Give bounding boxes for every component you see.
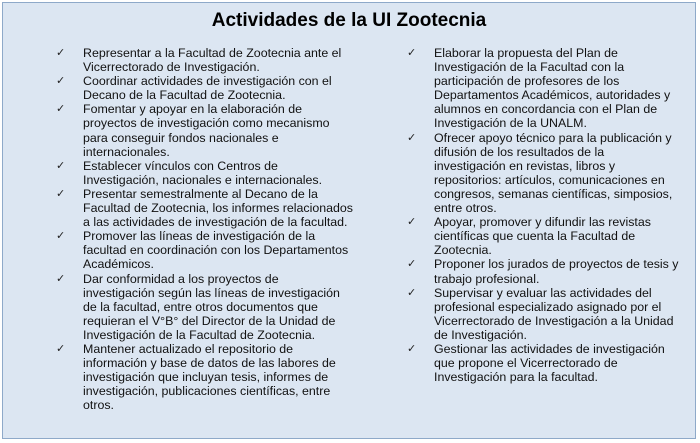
list-item-text: Proponer los jurados de proyectos de tesis y trabajo profesional. — [434, 257, 679, 286]
list-item — [53, 74, 353, 102]
checkmark-icon: ✓ — [56, 75, 66, 88]
list-item-text: Supervisar y evaluar las actividades del profesional especializado asignado por el Vicerrectorado de Investigación a la Unidad de Investigación. — [434, 285, 674, 342]
checkmark-icon: ✓ — [56, 103, 66, 116]
list-item — [53, 46, 353, 74]
checkmark-icon: ✓ — [407, 47, 417, 59]
checkmark-icon: ✓ — [407, 342, 417, 355]
list-item-text: Dar conformidad a los proyectos de investigación según las líneas de investigación de la facultad, entre otros documentos que requieran el V°B° del Director de la Unidad de Investigación de la Facultad de Zootecnia. — [83, 271, 340, 342]
list-item — [53, 187, 353, 229]
checkmark-icon: ✓ — [56, 230, 66, 243]
checkmark-icon: ✓ — [56, 342, 66, 355]
list-item-text: Establecer vínculos con Centros de Investigación, nacionales e internacionales. — [83, 158, 323, 187]
list-item-text: Representar a la Facultad de Zootecnia ante el Vicerrectorado de Investigación. — [83, 46, 342, 75]
list-item — [404, 257, 679, 285]
list-item — [404, 215, 679, 257]
right-activity-list — [404, 46, 679, 384]
list-item — [53, 102, 353, 158]
list-item-text: Presentar semestralmente al Decano de la Facultad de Zootecnia, los informes relacionados a las actividades de investigación de la facultad. — [83, 186, 353, 230]
list-item — [404, 342, 679, 384]
checkmark-icon: ✓ — [56, 272, 66, 285]
checkmark-icon: ✓ — [407, 286, 417, 299]
checkmark-icon: ✓ — [56, 159, 66, 172]
list-item — [404, 46, 679, 131]
checkmark-icon: ✓ — [407, 131, 417, 144]
list-item — [53, 229, 353, 271]
list-item-text: Ofrecer apoyo técnico para la publicación y difusión de los resultados de la investigación en revistas, libros y repositorios: artículos, comunicaciones en congresos, semanas científicas, simposios, entre otros. — [434, 130, 673, 216]
list-item-text: Mantener actualizado el repositorio de información y base de datos de las labores de investigación que incluyan tesis, informes de investigación, publicaciones científicas, entre otros. — [83, 341, 336, 413]
checkmark-icon: ✓ — [407, 216, 417, 229]
list-item — [53, 272, 353, 342]
list-item — [53, 342, 353, 412]
list-item — [53, 159, 353, 187]
list-item — [404, 131, 679, 216]
list-item-text: Fomentar y apoyar en la elaboración de proyectos de investigación como mecanismo para conseguir fondos nacionales e internacionales. — [83, 102, 330, 159]
panel-title: Actividades de la UI Zootecnia — [211, 10, 487, 31]
list-item-text: Elaborar la propuesta del Plan de Investigación de la Facultad con la participación de profesores de los Departamentos Académicos, autoridades y alumnos en concordancia con el Plan de Investigación de la UNALM. — [434, 46, 671, 131]
list-item-text: Promover las líneas de investigación de la facultad en coordinación con los Departamentos Académicos. — [83, 229, 349, 272]
left-activity-list — [53, 46, 353, 412]
list-item-text: Gestionar las actividades de investigación que propone el Vicerrectorado de Investigación para la facultad. — [434, 341, 665, 385]
checkmark-icon: ✓ — [56, 47, 66, 59]
list-item-text: Apoyar, promover y difundir las revistas científicas que cuenta la Facultad de Zootecnia. — [434, 215, 651, 258]
checkmark-icon: ✓ — [56, 187, 66, 200]
list-item-text: Coordinar actividades de investigación con el Decano de la Facultad de Zootecnia. — [83, 74, 332, 103]
checkmark-icon: ✓ — [407, 258, 417, 271]
activities-panel — [2, 2, 696, 439]
list-item — [404, 286, 679, 342]
